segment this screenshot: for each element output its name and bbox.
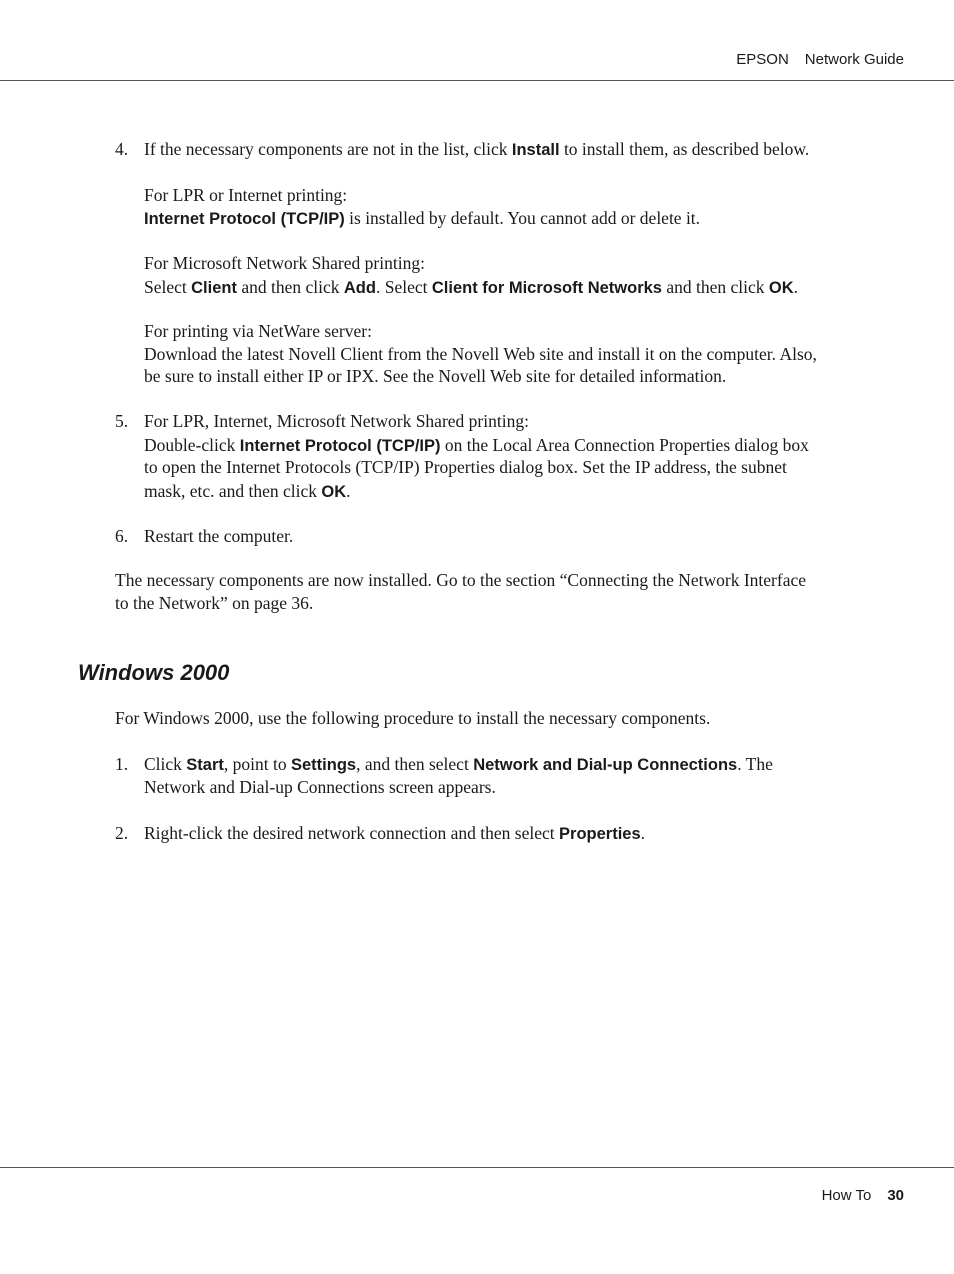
lpr-heading: For LPR or Internet printing: [144,185,348,205]
install-keyword: Install [511,141,560,159]
section-intro: For Windows 2000, use the following procedure to install the necessary components. [115,708,711,728]
page-footer [822,1187,904,1204]
footer-section: How To [821,1187,872,1204]
page-header [736,51,904,68]
netware-heading: For printing via NetWare server: [144,321,372,341]
header-rule [0,80,954,81]
step-number: 2. [115,823,129,843]
step-5-line-2: Double-click Internet Protocol (TCP/IP) on the Local Area Connection Properties dialog box [144,435,809,455]
w2k-step-1-line-2: Network and Dial-up Connections screen appears. [144,777,496,797]
conclusion-line-1: The necessary components are now installed. Go to the section “Connecting the Network Interface [115,570,807,590]
w2k-step-1-line-1: Click Start, point to Settings, and then select Network and Dial-up Connections. The [144,754,773,774]
footer-rule [0,1167,954,1168]
lpr-text: Internet Protocol (TCP/IP) is installed by default. You cannot add or delete it. [144,208,701,228]
step-number: 4. [115,139,129,159]
step-number: 6. [115,526,129,546]
conclusion-line-2: to the Network” on page 36. [115,593,314,613]
step-4-text: If the necessary components are not in the list, click Install to install them, as described below. [144,139,810,159]
msn-heading: For Microsoft Network Shared printing: [144,253,425,273]
w2k-step-2-text: Right-click the desired network connection and then select Properties. [144,823,646,843]
step-5-line-4: mask, etc. and then click OK. [144,481,351,501]
step-number: 1. [115,754,129,774]
header-title: Network Guide [804,51,904,68]
msn-text: Select Client and then click Add. Select Client for Microsoft Networks and then click OK. [144,277,798,297]
step-5-line-1: For LPR, Internet, Microsoft Network Shared printing: [144,411,529,431]
netware-line-1: Download the latest Novell Client from the Novell Web site and install it on the computer. Also, [144,344,817,364]
header-brand: EPSON [736,51,789,68]
step-6-text: Restart the computer. [144,526,294,546]
section-heading-windows-2000: Windows 2000 [78,660,230,685]
step-5-line-3: to open the Internet Protocols (TCP/IP) Properties dialog box. Set the IP address, the subnet [144,457,787,477]
netware-line-2: be sure to install either IP or IPX. See the Novell Web site for detailed information. [144,366,727,386]
step-number: 5. [115,411,129,431]
page-number: 30 [887,1187,904,1204]
